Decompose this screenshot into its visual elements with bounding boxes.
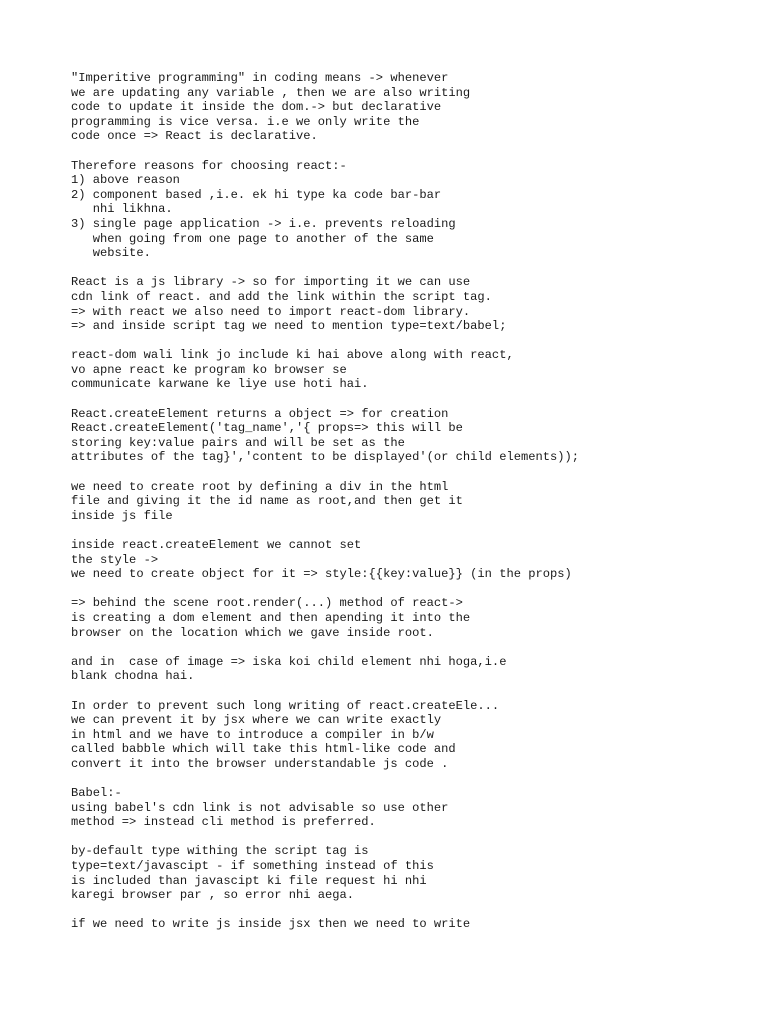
text-line: code to update it inside the dom.-> but declarative [71,100,442,115]
text-line: we need to create object for it => style:{{key:value}} (in the props) [71,567,572,582]
paragraph [71,844,751,902]
text-line: method => instead cli method is preferred. [71,815,376,830]
text-line: 3) single page application -> i.e. prevents reloading [71,216,456,231]
text-line: is creating a dom element and then apending it into the [71,610,471,625]
text-line: inside js file [71,508,173,523]
text-line: "Imperitive programming" in coding means -> whenever [71,71,449,85]
paragraph [71,348,751,392]
text-line: => with react we also need to import react-dom library. [71,304,471,319]
text-line: In order to prevent such long writing of react.createEle... [71,698,500,713]
text-line: vo apne react ke program ko browser se [71,362,347,377]
text-line: called babble which will take this html-like code and [71,742,456,757]
text-line: website. [71,246,151,261]
text-line: in html and we have to introduce a compiler in b/w [71,727,434,742]
paragraph [71,407,751,465]
paragraph [71,275,751,333]
text-line: convert it into the browser understandable js code . [71,756,449,771]
text-line: 1) above reason [71,173,180,188]
paragraph [71,480,751,524]
text-line: React is a js library -> so for importing it we can use [71,275,471,290]
text-line: file and giving it the id name as root,and then get it [71,494,463,509]
text-line: nhi likhna. [71,202,173,217]
text-line: we need to create root by defining a div in the html [71,479,449,494]
text-line: => behind the scene root.render(...) method of react-> [71,596,463,611]
text-line: => and inside script tag we need to mention type=text/babel; [71,319,507,334]
text-line: Therefore reasons for choosing react:- [71,158,347,173]
text-line: by-default type withing the script tag is [71,844,369,859]
text-line: cdn link of react. and add the link within the script tag. [71,289,492,304]
text-line: 2) component based ,i.e. ek hi type ka code bar-bar [71,187,442,202]
text-line: type=text/javascipt - if something instead of this [71,859,434,874]
text-line: karegi browser par , so error nhi aega. [71,888,355,903]
text-line: storing key:value pairs and will be set as the [71,435,405,450]
text-line: React.createElement('tag_name','{ props=> this will be [71,421,463,436]
text-line: we are updating any variable , then we are also writing [71,85,471,100]
text-line: the style -> [71,552,159,567]
text-line: if we need to write js inside jsx then we need to write [71,917,471,932]
text-line: is included than javascipt ki file request hi nhi [71,873,427,888]
text-line: when going from one page to another of the same [71,231,434,246]
paragraph [71,699,751,772]
text-line: using babel's cdn link is not advisable so use other [71,800,449,815]
notes-body [71,71,751,947]
text-line: communicate karwane ke liye use hoti hai. [71,377,369,392]
paragraph [71,159,751,261]
text-line: and in case of image => iska koi child element nhi hoga,i.e [71,654,507,669]
text-line: react-dom wali link jo include ki hai above along with react, [71,348,514,363]
paragraph [71,71,751,144]
text-line: programming is vice versa. i.e we only write the [71,114,420,129]
text-line: inside react.createElement we cannot set [71,538,362,552]
text-line: browser on the location which we gave inside root. [71,625,434,640]
text-line: attributes of the tag}','content to be displayed'(or child elements)); [71,450,580,465]
text-line: blank chodna hai. [71,669,195,684]
paragraph [71,596,751,640]
text-line: Babel:- [71,786,122,801]
text-line: code once => React is declarative. [71,129,318,144]
paragraph [71,538,751,582]
paragraph [71,917,751,932]
text-line: we can prevent it by jsx where we can write exactly [71,713,442,728]
paragraph [71,655,751,684]
text-line: React.createElement returns a object => for creation [71,406,449,421]
paragraph [71,786,751,830]
